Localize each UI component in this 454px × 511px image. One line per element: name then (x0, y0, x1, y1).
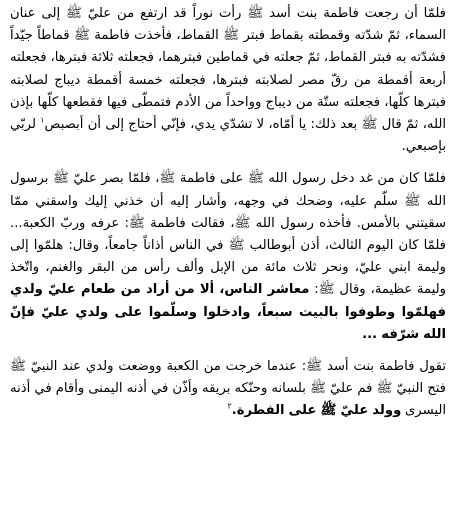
paragraph-3-text: تقول فاطمة بنت أسد ﷺ: عندما خرجت من الكعبة ووضعت ولدي عند النبيّ ﷺ فتح النبيّ ﷺ فم عليّ ﷺ بلسانه وحنّكه بريقه وأذّن في أذنه اليمنى وأقام في أذنه اليسرى (10, 359, 446, 419)
paragraph-3-bold-text: وولد عليّ ﷺ على الفطرة. (231, 403, 402, 419)
document-page (10, 2, 446, 508)
paragraph-2-bold-text: معاشر الناس، ألا من أراد من طعام عليّ ولدي فهلمّوا وطوفوا بالبيت سبعاً، وادخلوا وسلّموا على ولدي عليّ فإنّ الله شرّفه ... (10, 282, 446, 342)
paragraph-2-text: فلمّا كان من غد دخل رسول الله ﷺ على فاطمة ﷺ، فلمّا بصر عليّ ﷺ برسول الله ﷺ سلّم عليه، وضحك في وجهه، وأشار إليه أن خذني إليك واسقني ممّا سقيتني بالأمس. فأخذه رسول الله ﷺ، فقالت فاطمة ﷺ: عرفه وربّ الكعبة... فلمّا كان اليوم الثالث، أذن أبوطالب ﷺ في الناس أذاناً جامعاً، وقال: هلمّوا إلى وليمة ابني عليّ، ونحر ثلاث مائة من الإبل وألف رأس من البقر والغنم، واتّخذ وليمة عظيمة، وقال ﷺ: (10, 171, 446, 298)
footnote-marker-1[interactable]: ١ (40, 115, 45, 125)
paragraph-1-text: فلمّا أن رجعت فاطمة بنت أسد ﷺ رأت نوراً قد ارتفع من عليّ ﷺ إلى عنان السماء، ثمّ شدّته وقمطته بقماط فبتر ﷺ القماط، فأخذت فاطمة ﷺ قماطاً جيّداً فشدّته به فبتر القماط، ثمّ جعلته في قماطين فبترهما، فجعلته ثلاثة فبترها، فجعلته أربعة أقمطة من رقّ مصر لصلابته فبترها، فجعلته خمسة أقمطة ديباج لصلابته فبترها كلّها، فجعلته ستّة من ديباج وواحداً من الأدم فتمطّى فيها فقطعها كلّها بإذن الله، ثمّ قال ﷺ بعد ذلك: يا أمّاه، لا تشدّي يدي، فإنّي أحتاج إلى أن أبصبص (10, 6, 446, 133)
paragraph-2 (10, 168, 446, 346)
paragraph-1-text-end: لربّي بإصبعي. (10, 117, 446, 155)
paragraph-3 (10, 356, 446, 423)
paragraph-1 (10, 2, 446, 158)
footnote-marker-2[interactable]: ٢ (227, 402, 232, 412)
